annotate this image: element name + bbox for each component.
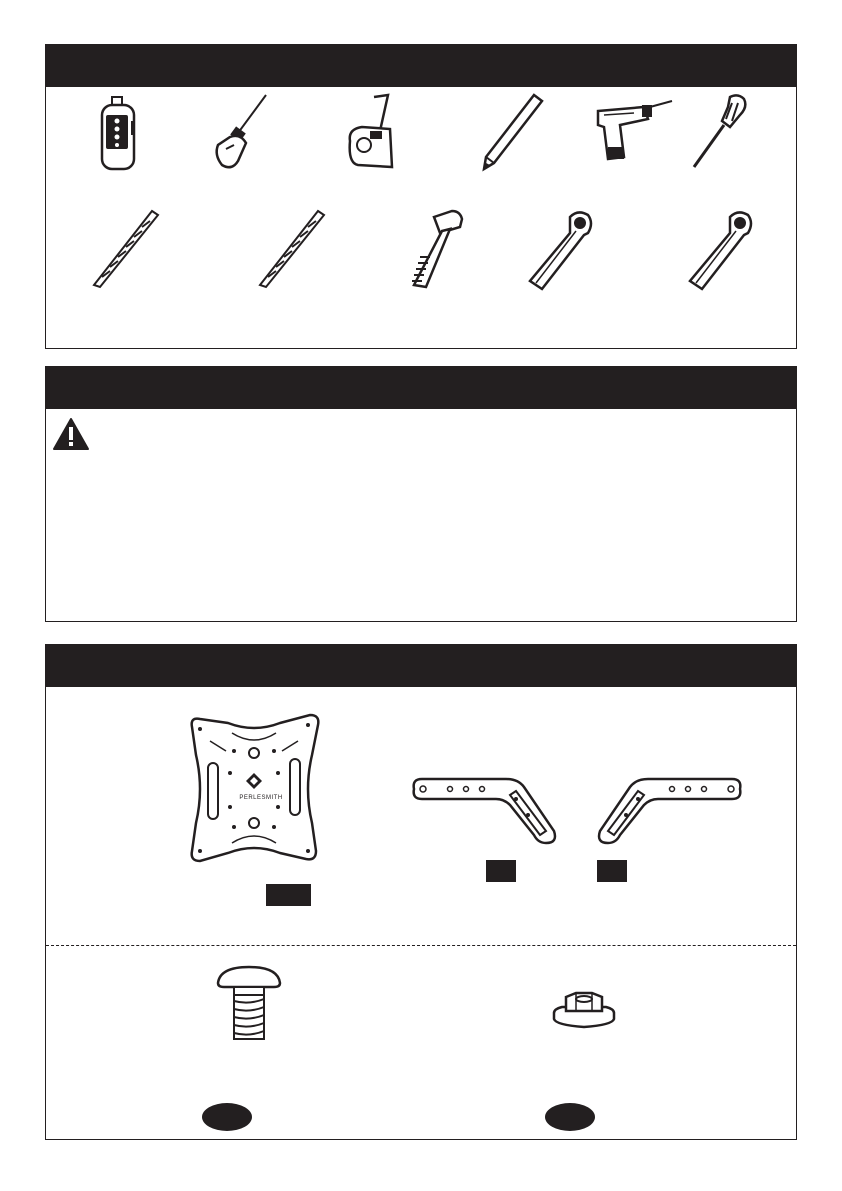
wrench-icon [524, 207, 596, 293]
warning-panel-header [46, 367, 796, 409]
warning-triangle-icon [52, 417, 90, 456]
tools-panel [45, 44, 797, 349]
screwdriver-icon [688, 93, 752, 173]
hammer-icon [404, 207, 468, 293]
plate-logo-text: PERLESMITH [239, 795, 283, 801]
parts-panel-header [46, 645, 796, 687]
flange-nut-icon [552, 991, 616, 1031]
tv-plate-tag [266, 884, 311, 906]
left-arm-tag [486, 860, 516, 882]
tape-measure-icon [344, 93, 400, 173]
wrench-icon [684, 207, 756, 293]
tools-panel-header [46, 45, 796, 87]
left-arm-bracket-icon [410, 775, 560, 847]
drill-bit-icon [256, 207, 328, 293]
carriage-bolt-icon [214, 963, 284, 1043]
carriage-bolt-tag [202, 1103, 252, 1131]
power-drill-icon [594, 97, 674, 163]
tv-plate-icon [186, 711, 322, 867]
parts-panel [45, 644, 797, 1140]
awl-icon [204, 93, 274, 173]
right-arm-bracket-icon [594, 775, 744, 847]
drill-bit-icon [90, 207, 162, 293]
pencil-icon [476, 93, 546, 173]
flange-nut-tag [545, 1103, 595, 1131]
warning-panel [45, 366, 797, 622]
stud-finder-icon [98, 95, 138, 175]
right-arm-tag [597, 860, 627, 882]
